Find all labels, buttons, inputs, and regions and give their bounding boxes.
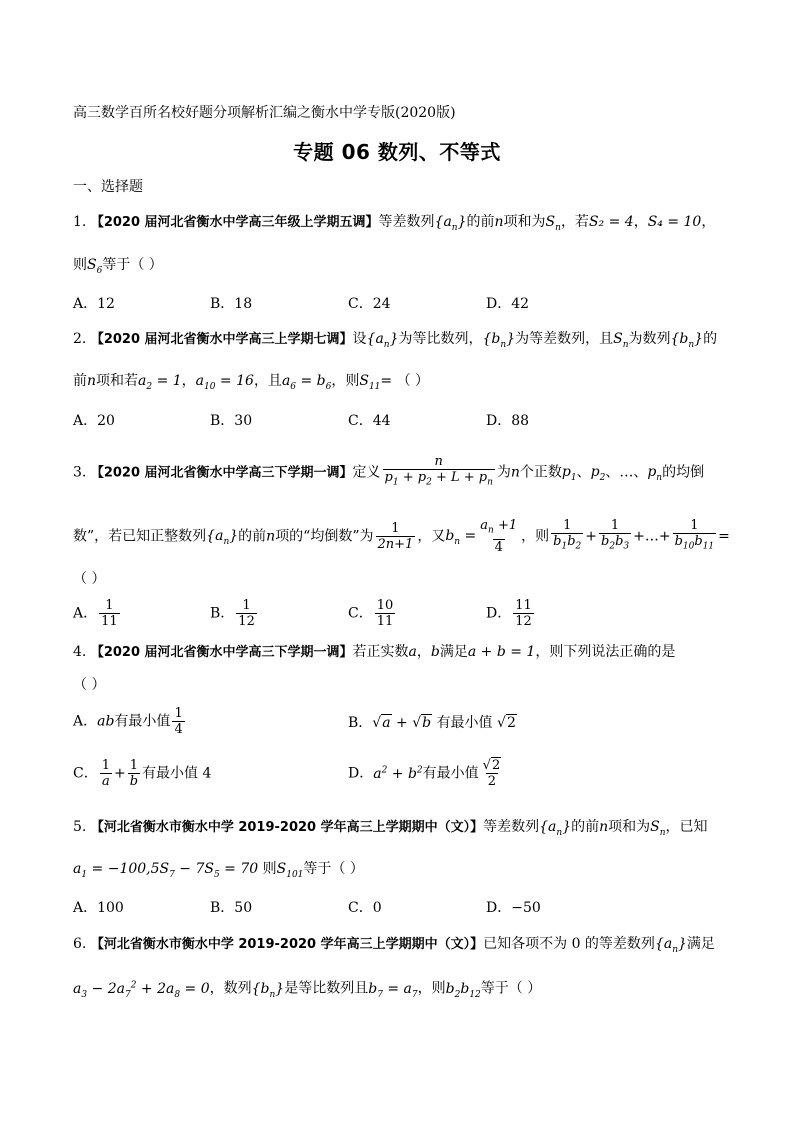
q2-option-a: A．20 [73, 413, 115, 429]
question-3-paren: （ ） [73, 571, 106, 587]
question-2-line-1: 2. 【2020 届河北省衡水中学高三上学期七调】设$\{a_n\}$为等比数列，$\{b_n\}$为等差数列，且$S_n$为数列$\{b_n\}$的 [73, 331, 718, 350]
q1-option-d: D．42 [486, 296, 530, 312]
page-title: 专题 06 数列、不等式 [293, 140, 501, 164]
q2-option-b: B．30 [210, 413, 253, 429]
q3-option-a: A． $\frac{1}{11}$ [73, 598, 118, 629]
question-6-line-1: 6. 【河北省衡水市衡水中学 2019-2020 学年高三上学期期中（文）】已知各项不为 0 的等差数列$\{a_n\}$满足 [73, 936, 715, 955]
question-1-line-1: 1. 【2020 届河北省衡水中学高三年级上学期五调】等差数列$\{a_n\}$的前n项和为$S_n$，若S₂ = 4，S₄ = 10， [73, 214, 716, 233]
question-5-line-1: 5. 【河北省衡水市衡水中学 2019-2020 学年高三上学期期中（文）】等差数列$\{a_n\}$的前n项和为$S_n$，已知 [73, 819, 708, 838]
q1-option-a: A．12 [73, 296, 115, 312]
question-1-line-2: 则$S_6$等于（ ） [73, 257, 163, 276]
q2-option-d: D．88 [486, 413, 530, 429]
q4-option-a: A．ab有最小值 $\frac{1}{4}$ [73, 706, 183, 737]
question-5-line-2: $a_1 = -100,5S_7 - 7S_5 = 70$ 则$S_{101}$等于（ ） [73, 861, 364, 880]
question-6-source: 【河北省衡水市衡水中学 2019-2020 学年高三上学期期中（文）】 [90, 937, 484, 952]
question-4-source: 【2020 届河北省衡水中学高三下学期一调】 [90, 645, 353, 660]
q1-option-b: B．18 [210, 296, 253, 312]
question-3-line-1: 3. 【2020 届河北省衡水中学高三下学期一调】定义 $\frac{n}{p_1 + p_2 + L + p_n}$ 为n个正数$p_1$、$p_2$、…、$p_n$的均倒 [73, 454, 704, 491]
question-4-paren: （ ） [73, 677, 106, 693]
q5-option-b: B．50 [210, 900, 253, 916]
q5-option-a: A．100 [73, 900, 124, 916]
question-2-source: 【2020 届河北省衡水中学高三上学期七调】 [90, 332, 353, 347]
section-heading: 一、选择题 [73, 179, 143, 195]
question-2-line-2: 前n项和若$a_2 = 1$，$a_{10} = 16$，且$a_6 = b_6$，则$S_{11}=$ （ ） [73, 373, 430, 392]
q4-option-b: B．√a + √b 有最小值 √2 [348, 715, 516, 731]
q3-option-c: C． $\frac{10}{11}$ [348, 598, 394, 629]
question-6-line-2: $a_3 - 2a_7^2 + 2a_8 = 0$，数列$\{b_n\}$是等比数列且$b_7 = a_7$，则$b_2b_{12}$等于（ ） [73, 980, 542, 1000]
question-5-source: 【河北省衡水市衡水中学 2019-2020 学年高三上学期期中（文）】 [90, 820, 484, 835]
q2-option-c: C．44 [348, 413, 391, 429]
question-1-source: 【2020 届河北省衡水中学高三年级上学期五调】 [90, 215, 379, 230]
question-3-line-2: 数”，若已知正整数列$\{a_n\}$的前n项的“均倒数”为 $\frac{1}{2n+1}$ ，又$b_n$ = $\frac{a_n +1}{4}$ ，则 $\frac{1}{b_1b_2}$ + $\frac{1}{b_2b_3}$ +…+ $\frac{1}{b_{10}b_{11}}$ = [73, 518, 730, 555]
q4-option-d: D．$a^2 + b^2$有最小值 $\frac{√2}{2}$ [348, 758, 501, 789]
document-header: 高三数学百所名校好题分项解析汇编之衡水中学专版(2020版) [73, 105, 456, 121]
q5-option-d: D．−50 [486, 900, 541, 916]
question-3-source: 【2020 届河北省衡水中学高三下学期一调】 [90, 465, 353, 481]
q3-option-d: D． $\frac{11}{12}$ [486, 598, 532, 629]
q1-option-c: C．24 [348, 296, 391, 312]
q4-option-c: C． $\frac{1}{a}$ + $\frac{1}{b}$ 有最小值 4 [73, 758, 212, 789]
q3-option-b: B． $\frac{1}{12}$ [210, 598, 255, 629]
question-4-line-1: 4. 【2020 届河北省衡水中学高三下学期一调】若正实数a，b满足a + b = 1，则下列说法正确的是 [73, 644, 676, 660]
q5-option-c: C．0 [348, 900, 382, 916]
